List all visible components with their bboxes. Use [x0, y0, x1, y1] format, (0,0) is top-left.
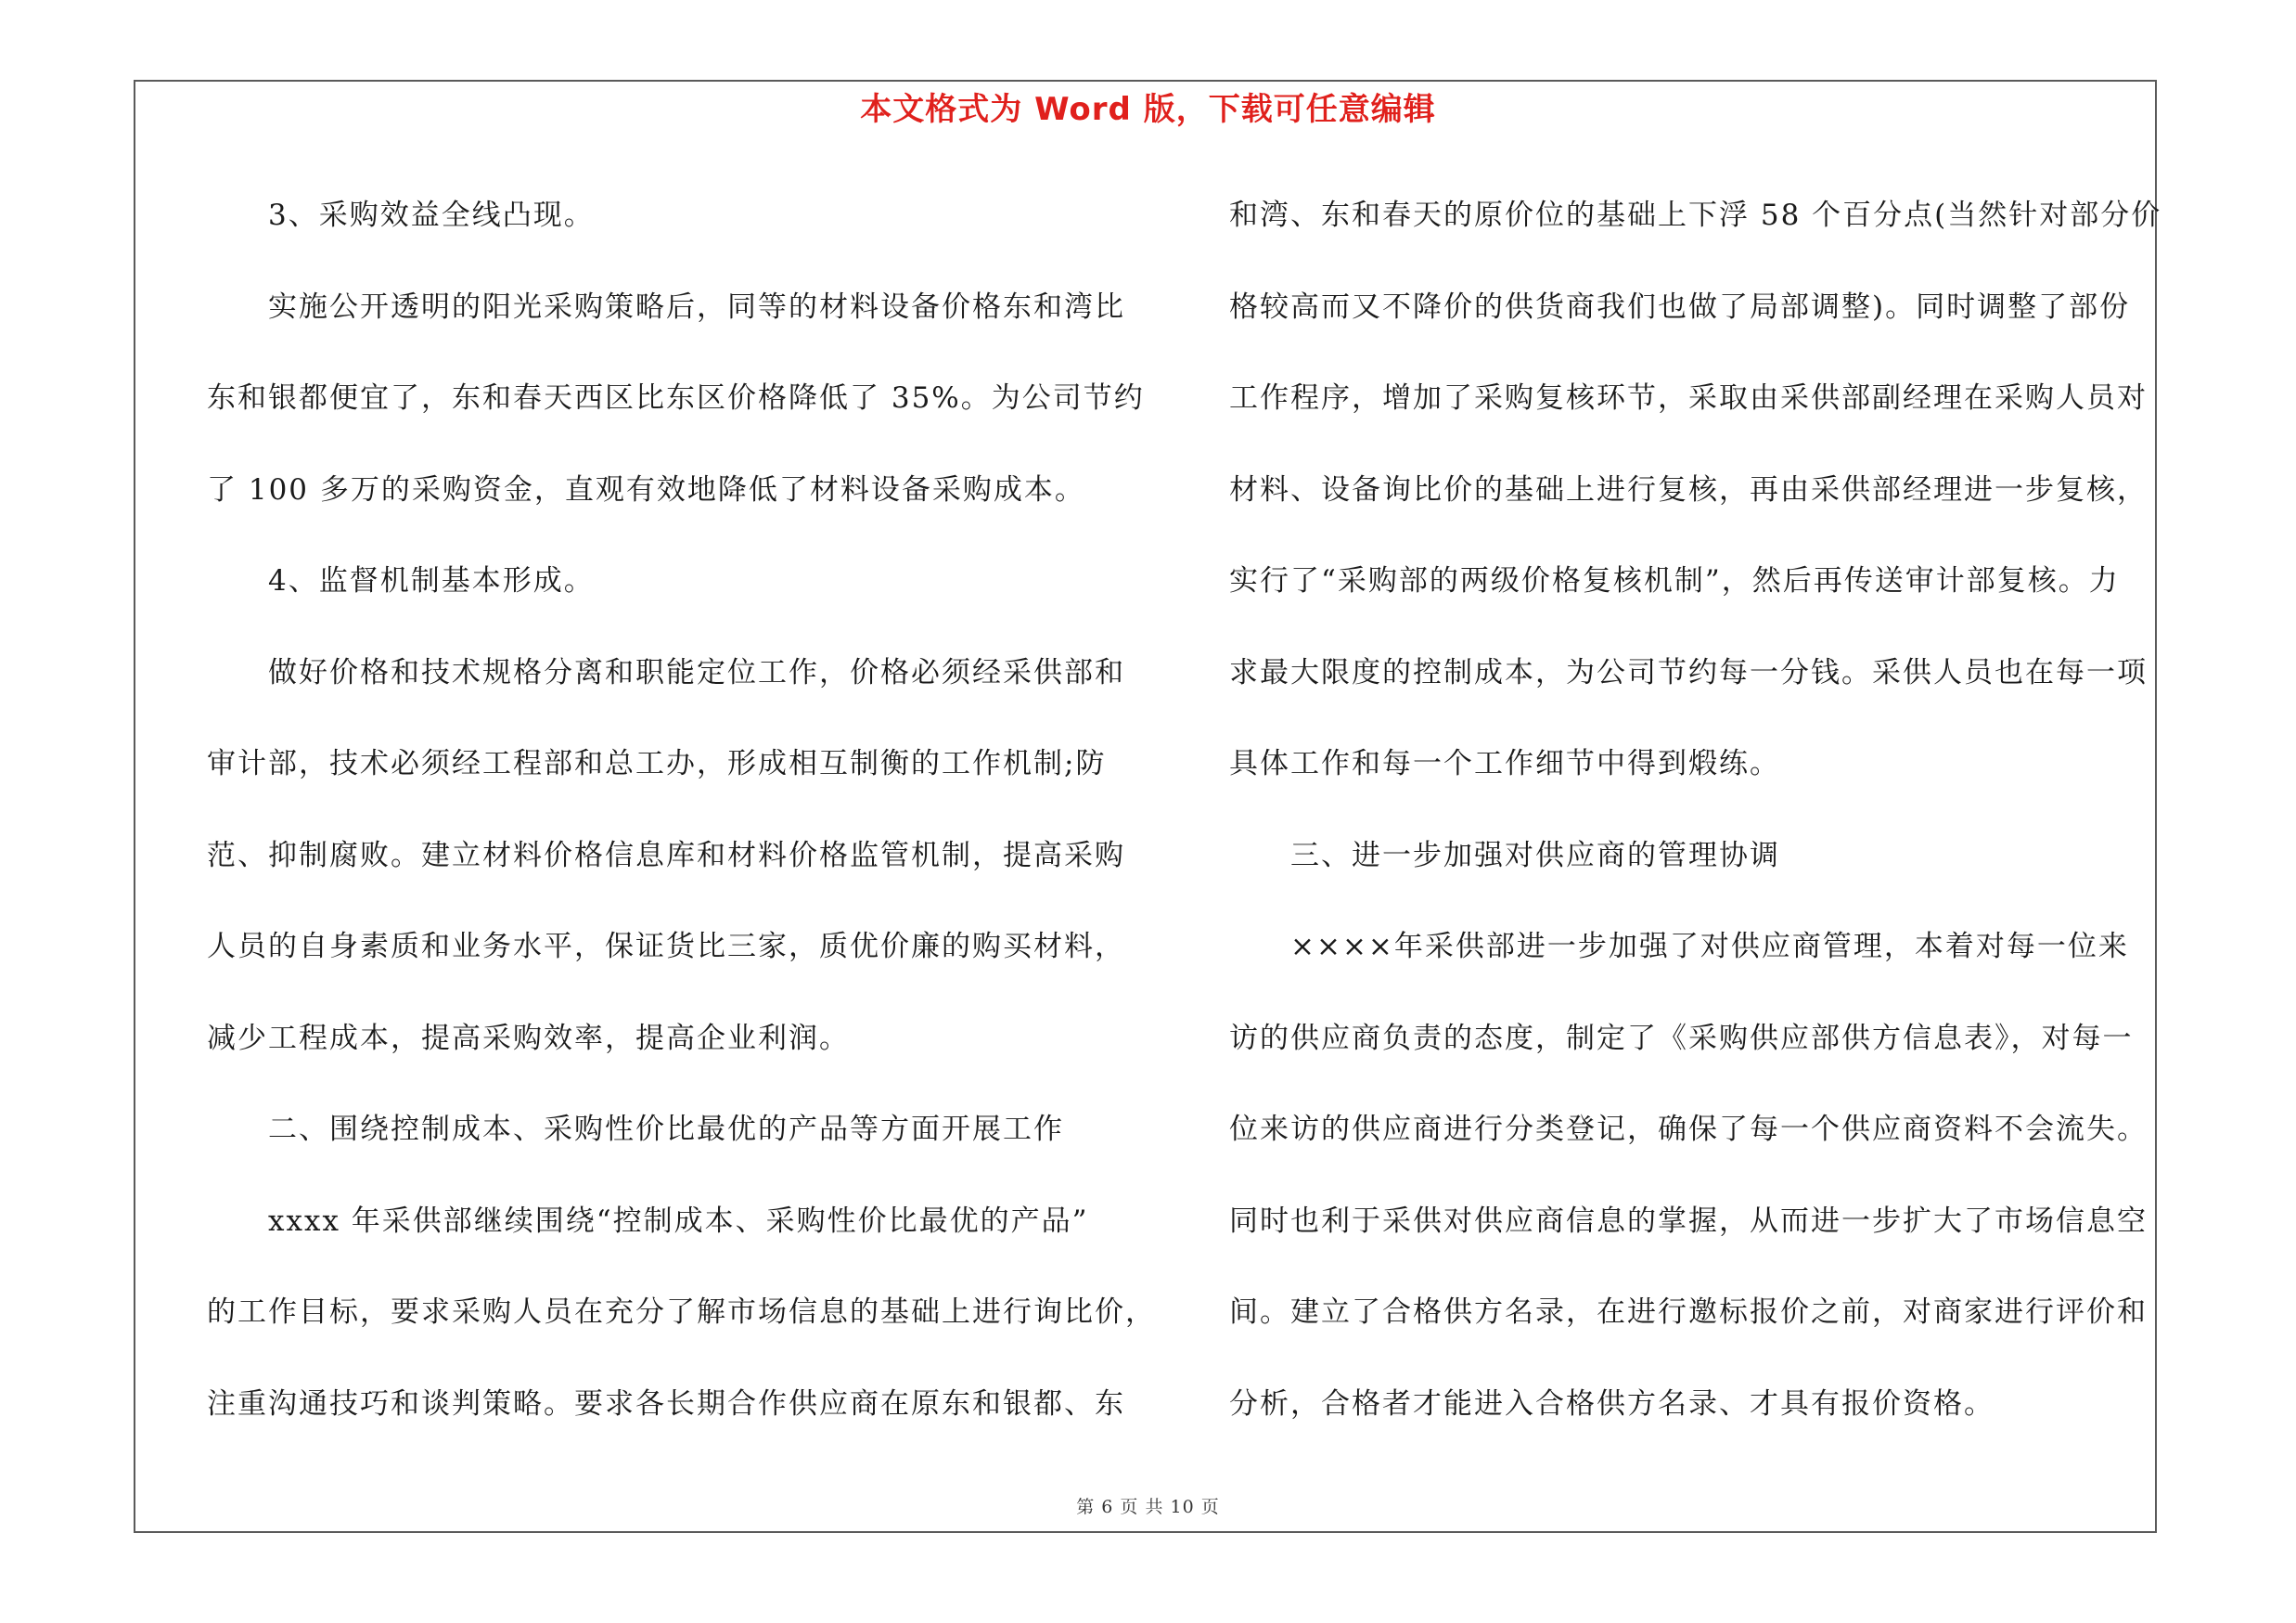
format-banner: 本文格式为 Word 版，下载可任意编辑 [860, 91, 1436, 128]
right-column [1229, 186, 2162, 1465]
text-line: 访的供应商负责的态度，制定了《采购供应部供方信息表》，对每一 [1229, 1021, 2134, 1055]
text-line: 同时也利于采供对供应商信息的掌握，从而进一步扩大了市场信息空 [1229, 1204, 2148, 1238]
left-column [207, 186, 1156, 1465]
text-line: ××××年采供部进一步加强了对供应商管理，本着对每一位来 [1229, 930, 2129, 963]
text-line: 审计部，技术必须经工程部和总工办，形成相互制衡的工作机制;防 [207, 747, 1107, 780]
text-line: 具体工作和每一个工作细节中得到煅练。 [1229, 747, 1780, 780]
text-line: 材料、设备询比价的基础上进行复核，再由采供部经理进一步复核， [1229, 472, 2148, 507]
text-line: 分析，合格者才能进入合格供方名录、才具有报价资格。 [1229, 1386, 1995, 1421]
text-line: 人员的自身素质和业务水平，保证货比三家，质优价廉的购买材料， [207, 930, 1125, 963]
text-line: 减少工程成本，提高采购效率，提高企业利润。 [207, 1021, 850, 1055]
text-line: 间。建立了合格供方名录，在进行邀标报价之前，对商家进行评价和 [1229, 1295, 2148, 1329]
text-line: 做好价格和技术规格分离和职能定位工作，价格必须经采供部和 [207, 655, 1125, 689]
text-line: 的工作目标，要求采购人员在充分了解市场信息的基础上进行询比价， [207, 1295, 1156, 1329]
text-line: 格较高而又不降价的供货商我们也做了局部调整)。同时调整了部份 [1229, 290, 2131, 324]
text-line: 位来访的供应商进行分类登记，确保了每一个供应商资料不会流失。 [1229, 1113, 2148, 1146]
text-line: 了 100 多万的采购资金，直观有效地降低了材料设备采购成本。 [207, 472, 1085, 507]
page-number-footer: 第 6 页 共 10 页 [1076, 1497, 1220, 1517]
text-line: 注重沟通技巧和谈判策略。要求各长期合作供应商在原东和银都、东 [207, 1386, 1125, 1421]
text-line: 东和银都便宜了，东和春天西区比东区价格降低了 35%。为公司节约 [207, 381, 1145, 415]
text-line: 范、抑制腐败。建立材料价格信息库和材料价格监管机制，提高采购 [207, 838, 1125, 872]
text-line: 3、采购效益全线凸现。 [207, 199, 595, 232]
text-line: 求最大限度的控制成本，为公司节约每一分钱。采供人员也在每一项 [1229, 655, 2148, 689]
text-line: 实行了“采购部的两级价格复核机制”，然后再传送审计部复核。力 [1229, 564, 2120, 598]
text-line: 和湾、东和春天的原价位的基础上下浮 58 个百分点(当然针对部分价 [1229, 199, 2162, 232]
text-line: 三、进一步加强对供应商的管理协调 [1229, 838, 1780, 872]
text-line: 4、监督机制基本形成。 [207, 564, 595, 598]
text-line: 实施公开透明的阳光采购策略后，同等的材料设备价格东和湾比 [207, 290, 1125, 324]
text-line: 工作程序，增加了采购复核环节，采取由采供部副经理在采购人员对 [1229, 381, 2148, 415]
text-line: 二、围绕控制成本、采购性价比最优的产品等方面开展工作 [207, 1113, 1064, 1146]
text-line: xxxx 年采供部继续围绕“控制成本、采购性价比最优的产品” [207, 1204, 1089, 1238]
